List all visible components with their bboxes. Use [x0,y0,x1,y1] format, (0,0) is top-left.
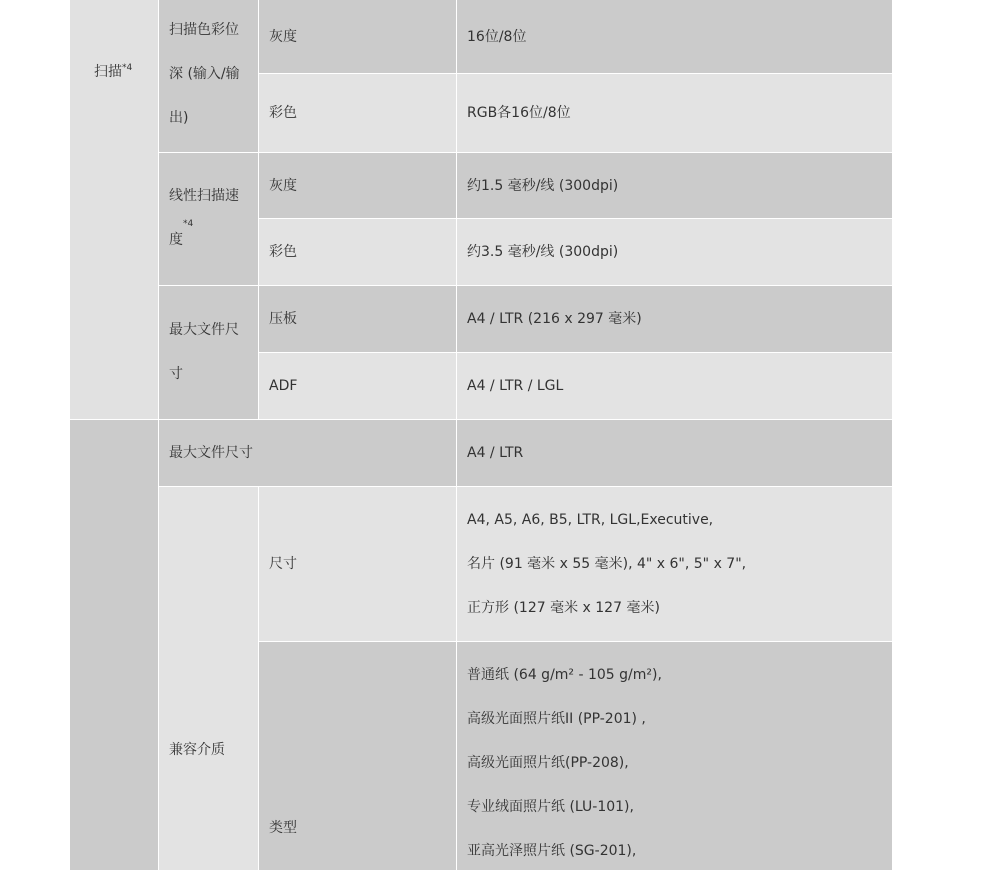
label-text: 兼容介质 [169,742,225,758]
value-text: A4 / LTR / LGL [467,378,564,394]
print-max-doc-size-value [456,420,892,486]
mode-text: 彩色 [269,244,297,260]
category-scan-note: *4 [122,63,133,73]
grid-line [456,0,457,870]
grid-line [258,73,892,74]
grid-line [158,486,892,487]
mode-text: 灰度 [269,177,297,194]
label-text: 最大文件尺寸 [169,445,253,461]
line-speed-value-gray [456,153,892,218]
color-depth-mode-gray [258,0,456,73]
value-text: 约3.5 毫秒/线 (300dpi) [467,244,619,260]
grid-line [258,218,892,219]
line-speed-label-line-2 [169,218,258,262]
media-type-value [456,642,892,870]
mode-text: 灰度 [269,28,297,45]
color-depth-label-line-2: 深 (输入/输 [169,66,240,82]
media-size-line-1: A4, A5, A6, B5, LTR, LGL,Executive, [467,512,714,528]
scan-max-doc-mode-platen [258,286,456,352]
color-depth-value-color [456,74,892,152]
color-depth-value-gray [456,0,892,73]
color-depth-label-line-1: 扫描色彩位 [169,22,239,38]
value-text: RGB各16位/8位 [467,105,571,121]
color-depth-label-line-3: 出) [169,110,189,126]
grid-line [158,0,159,870]
value-text: 16位/8位 [467,28,527,45]
scan-max-doc-label-line-1: 最大文件尺 [169,322,239,338]
line-speed-mode-gray [258,153,456,218]
grid-line [158,285,892,286]
category-scan-label: 扫描 [94,64,122,80]
media-label [158,487,258,870]
line-speed-mode-color [258,219,456,285]
category-print [70,420,158,870]
media-size-line-3: 正方形 (127 毫米 x 127 毫米) [467,600,660,616]
scan-max-doc-size-label [158,286,258,419]
media-size-line-2: 名片 (91 毫米 x 55 毫米), 4" x 6", 5" x 7", [467,556,747,572]
mode-text: ADF [269,378,298,394]
label-text: 尺寸 [269,556,297,572]
scan-max-doc-label-line-2: 寸 [169,366,183,382]
media-type-line-5: 亚高光泽照片纸 (SG-201), [467,843,637,859]
spec-table [70,0,892,870]
grid-line [258,352,892,353]
value-text: A4 / LTR (216 x 297 毫米) [467,311,642,327]
value-text: 约1.5 毫秒/线 (300dpi) [467,177,619,194]
media-type-line-3: 高级光面照片纸(PP-208), [467,755,629,771]
scan-max-doc-value-adf [456,353,892,419]
category-scan [70,0,158,419]
label-text: 类型 [269,820,297,836]
line-speed-note: *4 [183,219,194,229]
grid-line [258,641,892,642]
scan-max-doc-mode-adf [258,353,456,419]
media-type-line-1: 普通纸 (64 g/m² - 105 g/m²), [467,667,662,683]
line-speed-label-line-1: 线性扫描速 [169,188,239,204]
media-size-label [258,487,456,641]
mode-text: 彩色 [269,105,297,121]
line-speed-value-color [456,219,892,285]
print-max-doc-size-label [158,420,456,486]
media-type-label [258,642,456,870]
color-depth-label [158,0,258,152]
grid-line [258,487,259,870]
media-type-line-4: 专业绒面照片纸 (LU-101), [467,799,634,815]
grid-line [70,419,892,420]
grid-line [158,152,892,153]
media-size-value [456,487,892,641]
mode-text: 压板 [269,311,297,327]
scan-max-doc-value-platen [456,286,892,352]
media-type-line-2: 高级光面照片纸II (PP-201) , [467,711,646,727]
value-text: A4 / LTR [467,445,524,461]
color-depth-mode-color [258,74,456,152]
line-speed-label-text: 度 [169,232,183,248]
grid-line [258,0,259,419]
line-speed-label [158,152,258,285]
